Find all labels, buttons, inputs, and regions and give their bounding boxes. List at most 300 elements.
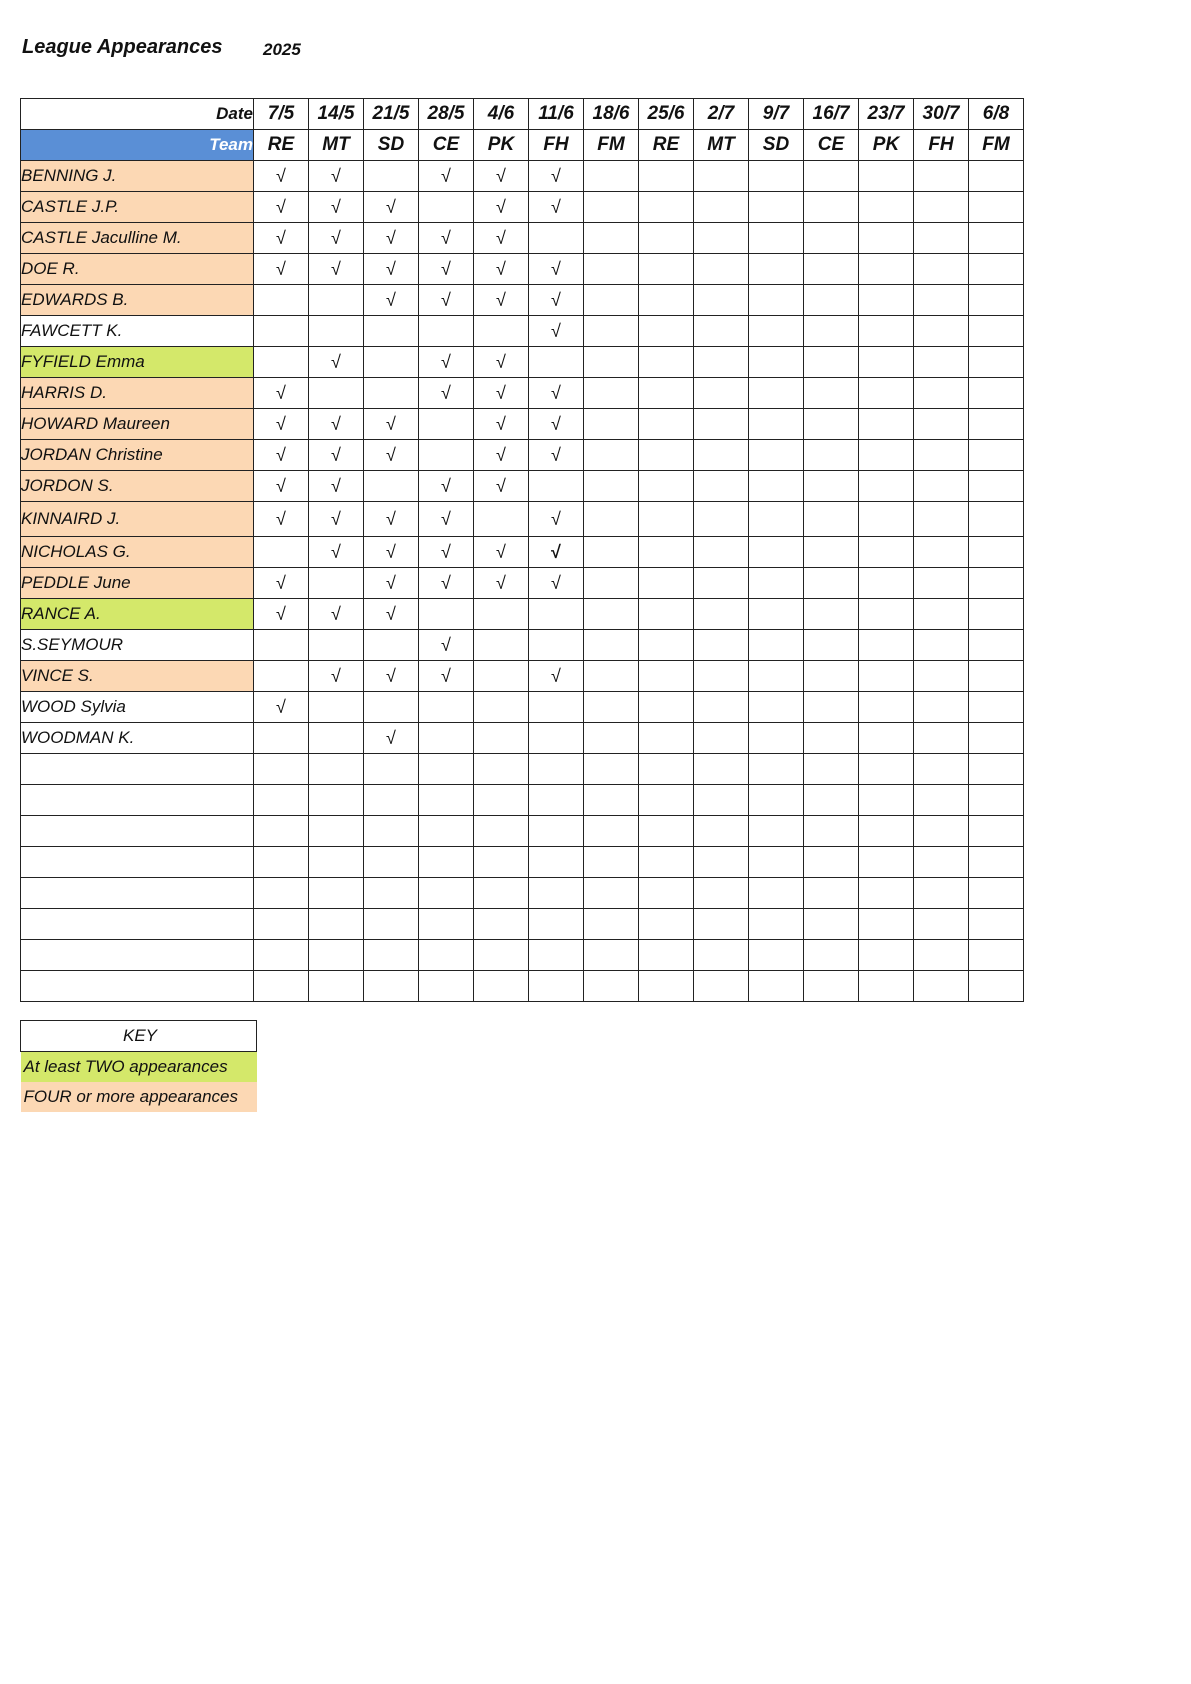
- appearance-tick: √: [529, 192, 584, 223]
- appearance-tick: √: [254, 692, 309, 723]
- empty-cell: [364, 847, 419, 878]
- empty-cell: [749, 785, 804, 816]
- date-header: 23/7: [859, 99, 914, 130]
- appearance-tick: √: [254, 378, 309, 409]
- empty-cell: [364, 161, 419, 192]
- empty-cell: [364, 347, 419, 378]
- empty-cell: [529, 909, 584, 940]
- player-row: [21, 940, 1024, 971]
- empty-cell: [364, 692, 419, 723]
- appearance-tick: √: [364, 223, 419, 254]
- empty-cell: [419, 316, 474, 347]
- empty-cell: [364, 878, 419, 909]
- player-name: PEDDLE June: [21, 568, 254, 599]
- empty-cell: [694, 816, 749, 847]
- appearance-tick: √: [364, 723, 419, 754]
- empty-cell: [804, 537, 859, 568]
- empty-cell: [914, 816, 969, 847]
- empty-cell: [419, 785, 474, 816]
- appearance-tick: √: [474, 285, 529, 316]
- empty-cell: [804, 192, 859, 223]
- empty-cell: [364, 316, 419, 347]
- player-name: [21, 785, 254, 816]
- appearance-tick: √: [309, 502, 364, 537]
- empty-cell: [254, 347, 309, 378]
- empty-cell: [529, 971, 584, 1002]
- empty-cell: [694, 661, 749, 692]
- date-header: 30/7: [914, 99, 969, 130]
- empty-cell: [914, 223, 969, 254]
- empty-cell: [804, 254, 859, 285]
- empty-cell: [859, 378, 914, 409]
- empty-cell: [804, 692, 859, 723]
- empty-cell: [914, 568, 969, 599]
- appearance-tick: √: [529, 409, 584, 440]
- empty-cell: [639, 316, 694, 347]
- empty-cell: [694, 785, 749, 816]
- empty-cell: [419, 409, 474, 440]
- team-header: FM: [584, 130, 639, 161]
- empty-cell: [474, 630, 529, 661]
- empty-cell: [364, 971, 419, 1002]
- empty-cell: [694, 878, 749, 909]
- empty-cell: [639, 223, 694, 254]
- empty-cell: [749, 161, 804, 192]
- player-name: CASTLE Jaculline M.: [21, 223, 254, 254]
- empty-cell: [639, 785, 694, 816]
- empty-cell: [254, 723, 309, 754]
- empty-cell: [749, 568, 804, 599]
- empty-cell: [694, 440, 749, 471]
- empty-cell: [694, 847, 749, 878]
- empty-cell: [859, 661, 914, 692]
- empty-cell: [584, 692, 639, 723]
- empty-cell: [309, 316, 364, 347]
- empty-cell: [749, 816, 804, 847]
- team-label: Team: [21, 130, 254, 161]
- empty-cell: [804, 785, 859, 816]
- empty-cell: [584, 847, 639, 878]
- empty-cell: [914, 878, 969, 909]
- empty-cell: [639, 254, 694, 285]
- empty-cell: [529, 692, 584, 723]
- empty-cell: [474, 847, 529, 878]
- team-header: FH: [914, 130, 969, 161]
- player-name: [21, 909, 254, 940]
- player-row: [21, 378, 1024, 409]
- empty-cell: [859, 940, 914, 971]
- team-row: [21, 130, 1024, 161]
- team-header: MT: [309, 130, 364, 161]
- empty-cell: [859, 630, 914, 661]
- appearance-tick: √: [309, 192, 364, 223]
- empty-cell: [694, 599, 749, 630]
- player-row: [21, 537, 1024, 568]
- player-name: CASTLE J.P.: [21, 192, 254, 223]
- appearance-tick: √: [474, 378, 529, 409]
- empty-cell: [694, 502, 749, 537]
- empty-cell: [419, 847, 474, 878]
- date-header: 16/7: [804, 99, 859, 130]
- player-name: S.SEYMOUR: [21, 630, 254, 661]
- appearance-tick: √: [364, 537, 419, 568]
- empty-cell: [969, 878, 1024, 909]
- empty-cell: [309, 568, 364, 599]
- empty-cell: [969, 785, 1024, 816]
- empty-cell: [419, 599, 474, 630]
- empty-cell: [914, 502, 969, 537]
- empty-cell: [804, 568, 859, 599]
- empty-cell: [914, 692, 969, 723]
- key-four-appearances: FOUR or more appearances: [21, 1082, 257, 1112]
- empty-cell: [859, 692, 914, 723]
- empty-cell: [859, 161, 914, 192]
- empty-cell: [969, 630, 1024, 661]
- empty-cell: [639, 192, 694, 223]
- team-header: FM: [969, 130, 1024, 161]
- date-header: 25/6: [639, 99, 694, 130]
- empty-cell: [804, 347, 859, 378]
- player-row: [21, 754, 1024, 785]
- appearance-tick: √: [419, 661, 474, 692]
- appearance-tick: √: [529, 285, 584, 316]
- empty-cell: [474, 599, 529, 630]
- appearance-tick: √: [309, 223, 364, 254]
- empty-cell: [914, 847, 969, 878]
- date-label: Date: [21, 99, 254, 130]
- appearance-tick: √: [309, 599, 364, 630]
- empty-cell: [364, 785, 419, 816]
- empty-cell: [914, 537, 969, 568]
- empty-cell: [914, 599, 969, 630]
- empty-cell: [914, 161, 969, 192]
- appearance-tick: √: [309, 409, 364, 440]
- empty-cell: [474, 692, 529, 723]
- empty-cell: [639, 816, 694, 847]
- empty-cell: [584, 599, 639, 630]
- empty-cell: [694, 192, 749, 223]
- appearance-tick: √: [254, 254, 309, 285]
- empty-cell: [309, 909, 364, 940]
- date-header: 14/5: [309, 99, 364, 130]
- appearance-tick: √: [364, 285, 419, 316]
- empty-cell: [474, 316, 529, 347]
- team-header: CE: [419, 130, 474, 161]
- empty-cell: [859, 537, 914, 568]
- empty-cell: [694, 347, 749, 378]
- appearance-tick: √: [419, 378, 474, 409]
- player-row: [21, 440, 1024, 471]
- empty-cell: [639, 909, 694, 940]
- player-row: [21, 192, 1024, 223]
- season-year: 2025: [263, 40, 301, 59]
- empty-cell: [254, 661, 309, 692]
- empty-cell: [749, 409, 804, 440]
- empty-cell: [969, 192, 1024, 223]
- empty-cell: [639, 940, 694, 971]
- empty-cell: [859, 847, 914, 878]
- empty-cell: [859, 347, 914, 378]
- empty-cell: [914, 285, 969, 316]
- player-row: [21, 971, 1024, 1002]
- empty-cell: [969, 661, 1024, 692]
- empty-cell: [804, 285, 859, 316]
- empty-cell: [969, 940, 1024, 971]
- empty-cell: [914, 254, 969, 285]
- key-table: [20, 1020, 257, 1112]
- empty-cell: [309, 816, 364, 847]
- empty-cell: [914, 471, 969, 502]
- empty-cell: [639, 754, 694, 785]
- empty-cell: [474, 661, 529, 692]
- empty-cell: [474, 754, 529, 785]
- empty-cell: [694, 754, 749, 785]
- appearance-tick: √: [254, 568, 309, 599]
- player-name: FAWCETT K.: [21, 316, 254, 347]
- appearance-tick: √: [364, 254, 419, 285]
- player-name: [21, 847, 254, 878]
- empty-cell: [529, 847, 584, 878]
- player-row: [21, 347, 1024, 378]
- appearance-tick: √: [419, 223, 474, 254]
- empty-cell: [639, 347, 694, 378]
- empty-cell: [749, 723, 804, 754]
- appearance-tick: √: [419, 502, 474, 537]
- date-header: 11/6: [529, 99, 584, 130]
- empty-cell: [694, 471, 749, 502]
- empty-cell: [859, 816, 914, 847]
- date-header: 6/8: [969, 99, 1024, 130]
- appearance-tick: √: [254, 192, 309, 223]
- empty-cell: [584, 971, 639, 1002]
- empty-cell: [749, 285, 804, 316]
- empty-cell: [749, 440, 804, 471]
- empty-cell: [859, 723, 914, 754]
- empty-cell: [694, 630, 749, 661]
- empty-cell: [804, 409, 859, 440]
- empty-cell: [529, 347, 584, 378]
- empty-cell: [529, 630, 584, 661]
- empty-cell: [749, 471, 804, 502]
- empty-cell: [694, 971, 749, 1002]
- page-title: League Appearances: [22, 36, 223, 58]
- appearance-tick: √: [254, 502, 309, 537]
- empty-cell: [914, 378, 969, 409]
- empty-cell: [969, 502, 1024, 537]
- empty-cell: [529, 816, 584, 847]
- empty-cell: [639, 161, 694, 192]
- appearance-tick: √: [529, 440, 584, 471]
- empty-cell: [529, 599, 584, 630]
- empty-cell: [474, 785, 529, 816]
- empty-cell: [969, 909, 1024, 940]
- empty-cell: [914, 971, 969, 1002]
- empty-cell: [859, 785, 914, 816]
- empty-cell: [254, 285, 309, 316]
- empty-cell: [254, 630, 309, 661]
- appearance-tick: √: [474, 537, 529, 568]
- appearance-tick: √: [419, 630, 474, 661]
- empty-cell: [969, 599, 1024, 630]
- empty-cell: [969, 816, 1024, 847]
- empty-cell: [639, 378, 694, 409]
- player-row: [21, 723, 1024, 754]
- empty-cell: [639, 692, 694, 723]
- team-header: SD: [749, 130, 804, 161]
- empty-cell: [584, 316, 639, 347]
- empty-cell: [804, 909, 859, 940]
- empty-cell: [254, 847, 309, 878]
- date-header: 21/5: [364, 99, 419, 130]
- empty-cell: [309, 630, 364, 661]
- empty-cell: [804, 223, 859, 254]
- empty-cell: [859, 754, 914, 785]
- empty-cell: [749, 971, 804, 1002]
- empty-cell: [914, 440, 969, 471]
- empty-cell: [694, 909, 749, 940]
- empty-cell: [584, 754, 639, 785]
- team-header: CE: [804, 130, 859, 161]
- player-row: [21, 599, 1024, 630]
- appearance-tick: √: [474, 223, 529, 254]
- empty-cell: [639, 971, 694, 1002]
- appearance-tick: √: [364, 192, 419, 223]
- empty-cell: [694, 223, 749, 254]
- empty-cell: [309, 723, 364, 754]
- empty-cell: [419, 909, 474, 940]
- appearance-tick: √: [419, 537, 474, 568]
- appearance-tick: √: [474, 471, 529, 502]
- empty-cell: [309, 285, 364, 316]
- player-name: JORDON S.: [21, 471, 254, 502]
- team-header: RE: [639, 130, 694, 161]
- empty-cell: [914, 316, 969, 347]
- appearance-tick: √: [419, 161, 474, 192]
- team-header: PK: [474, 130, 529, 161]
- empty-cell: [584, 347, 639, 378]
- empty-cell: [584, 409, 639, 440]
- player-name: EDWARDS B.: [21, 285, 254, 316]
- empty-cell: [694, 285, 749, 316]
- empty-cell: [639, 723, 694, 754]
- empty-cell: [969, 409, 1024, 440]
- empty-cell: [584, 192, 639, 223]
- appearance-tick: √: [309, 254, 364, 285]
- empty-cell: [749, 192, 804, 223]
- empty-cell: [804, 971, 859, 1002]
- empty-cell: [914, 347, 969, 378]
- empty-cell: [969, 971, 1024, 1002]
- empty-cell: [804, 754, 859, 785]
- player-name: VINCE S.: [21, 661, 254, 692]
- empty-cell: [639, 661, 694, 692]
- empty-cell: [914, 940, 969, 971]
- appearance-tick: √: [474, 347, 529, 378]
- empty-cell: [254, 878, 309, 909]
- empty-cell: [749, 754, 804, 785]
- appearance-tick: √: [529, 316, 584, 347]
- empty-cell: [969, 161, 1024, 192]
- player-row: [21, 285, 1024, 316]
- player-row: [21, 223, 1024, 254]
- empty-cell: [804, 630, 859, 661]
- empty-cell: [584, 440, 639, 471]
- empty-cell: [309, 971, 364, 1002]
- empty-cell: [254, 537, 309, 568]
- empty-cell: [694, 692, 749, 723]
- empty-cell: [969, 254, 1024, 285]
- player-row: [21, 630, 1024, 661]
- empty-cell: [254, 316, 309, 347]
- date-header: 9/7: [749, 99, 804, 130]
- key-two-appearances: At least TWO appearances: [21, 1052, 257, 1083]
- player-name: RANCE A.: [21, 599, 254, 630]
- empty-cell: [969, 378, 1024, 409]
- player-row: [21, 471, 1024, 502]
- empty-cell: [419, 816, 474, 847]
- empty-cell: [584, 161, 639, 192]
- player-row: [21, 692, 1024, 723]
- player-name: NICHOLAS G.: [21, 537, 254, 568]
- empty-cell: [639, 878, 694, 909]
- empty-cell: [584, 537, 639, 568]
- empty-cell: [309, 785, 364, 816]
- empty-cell: [529, 471, 584, 502]
- appearance-tick: √: [254, 599, 309, 630]
- empty-cell: [254, 754, 309, 785]
- empty-cell: [474, 816, 529, 847]
- player-name: [21, 940, 254, 971]
- empty-cell: [749, 316, 804, 347]
- appearance-tick: √: [309, 161, 364, 192]
- empty-cell: [419, 971, 474, 1002]
- empty-cell: [364, 471, 419, 502]
- empty-cell: [639, 440, 694, 471]
- date-header: 2/7: [694, 99, 749, 130]
- team-header: SD: [364, 130, 419, 161]
- appearances-table: [20, 98, 1024, 1002]
- empty-cell: [914, 785, 969, 816]
- empty-cell: [804, 661, 859, 692]
- empty-cell: [254, 971, 309, 1002]
- appearance-tick: √: [529, 378, 584, 409]
- appearance-tick: √: [309, 440, 364, 471]
- empty-cell: [804, 816, 859, 847]
- date-header: 28/5: [419, 99, 474, 130]
- empty-cell: [584, 940, 639, 971]
- appearance-tick: √: [529, 661, 584, 692]
- empty-cell: [969, 692, 1024, 723]
- appearance-tick: √: [309, 537, 364, 568]
- empty-cell: [914, 630, 969, 661]
- date-header: 4/6: [474, 99, 529, 130]
- empty-cell: [584, 502, 639, 537]
- empty-cell: [749, 661, 804, 692]
- appearance-tick: √: [474, 409, 529, 440]
- player-name: JORDAN Christine: [21, 440, 254, 471]
- empty-cell: [639, 630, 694, 661]
- empty-cell: [749, 378, 804, 409]
- player-name: DOE R.: [21, 254, 254, 285]
- empty-cell: [969, 316, 1024, 347]
- appearance-tick: √: [419, 285, 474, 316]
- empty-cell: [914, 909, 969, 940]
- empty-cell: [639, 599, 694, 630]
- appearance-tick: √: [254, 471, 309, 502]
- appearance-tick: √: [254, 161, 309, 192]
- player-row: [21, 409, 1024, 440]
- empty-cell: [694, 723, 749, 754]
